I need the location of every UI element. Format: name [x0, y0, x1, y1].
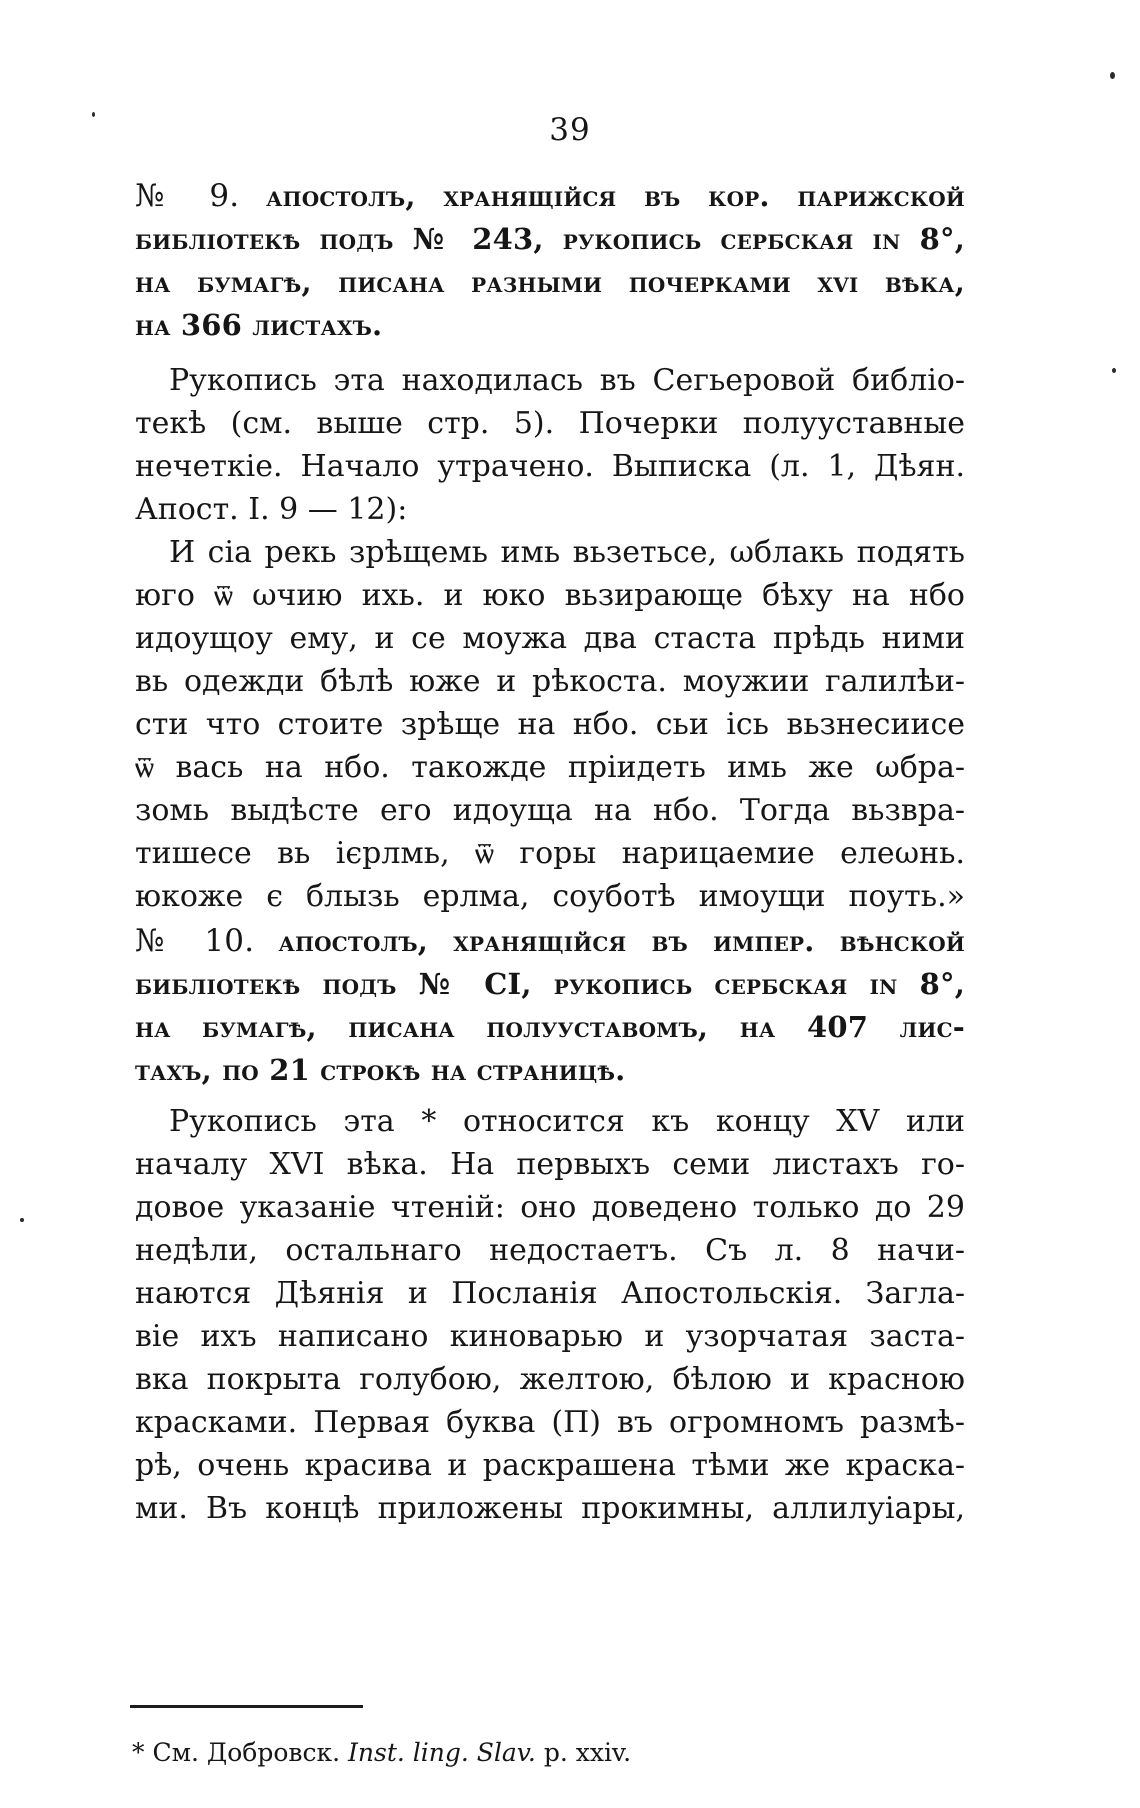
heading-line: № 9. апостолъ, хранящійся въ кор. парижской: [135, 178, 965, 214]
body-line: Рукопись эта * относится къ концу XV или: [169, 1104, 965, 1139]
scan-speck: [1112, 368, 1116, 373]
heading-line: на 366 листахъ.: [135, 308, 383, 342]
quote-line: зомь выдѣсте его идоуща на нбо. Тогда вьзвра-: [135, 793, 965, 828]
body-line: ми. Въ концѣ приложены прокимны, аллилуіары,: [135, 1491, 965, 1526]
body-line: красками. Первая буква (П) въ огромномъ размѣ-: [135, 1405, 965, 1440]
quote-line: сти что стоите зрѣще на нбо. сьи ісь вьзнесиисе: [135, 707, 965, 742]
body-line: недѣли, остальнаго недостаетъ. Съ л. 8 начи-: [135, 1233, 965, 1268]
body-line: нечеткіе. Начало утрачено. Выписка (л. 1, Дѣян.: [135, 449, 965, 484]
page-number: 39: [549, 112, 591, 148]
heading-line: библіотекѣ подъ № CI, рукопись сербская in 8°,: [135, 967, 965, 1001]
quote-line: идоущоу ему, и се моужа два стаста прѣдь ними: [135, 621, 965, 656]
quote-line: вь одежди бѣлѣ юже и рѣкоста. моужии галилѣи-: [135, 664, 965, 699]
entry-9-heading: [135, 175, 965, 347]
body-line: Рукопись эта находилась въ Сегьеровой библіо-: [169, 363, 965, 398]
heading-line: № 10. апостолъ, хранящійся въ импер. вѣнской: [135, 923, 965, 959]
body-line: Апост. I. 9 — 12):: [135, 492, 408, 527]
body-line: рѣ, очень красива и раскрашена тѣми же краска-: [135, 1448, 965, 1483]
footnote: [132, 1735, 932, 1771]
heading-line: тахъ, по 21 строкѣ на страницѣ.: [135, 1053, 626, 1087]
quote-line: юкоже є блызь ерлма, соуботѣ имоущи поуть.»: [135, 879, 965, 914]
footnote-text: См. Добровск.: [152, 1738, 341, 1767]
heading-line: на бумагѣ, писана полууставомъ, на 407 лис-: [135, 1010, 965, 1044]
quote-line: тишесе вь ієрлмь, ѿ горы нарицаемие елеωнь.: [135, 836, 965, 871]
body-line: наются Дѣянія и Посланія Апостольскія. Загла-: [135, 1276, 965, 1311]
entry-9-body: [135, 359, 965, 918]
footnote-page: p. xxiv.: [543, 1738, 632, 1767]
heading-line: на бумагѣ, писана разными почерками xvi вѣка,: [135, 265, 965, 299]
quote-line: ѿ вась на нбо. такожде пріидеть имь же ωбра-: [135, 750, 965, 785]
footnote-citation: Inst. ling. Slav.: [348, 1738, 536, 1767]
entry-10-body: [135, 1100, 965, 1530]
entry-10-heading: [135, 920, 965, 1092]
footnote-rule: [130, 1705, 363, 1708]
footnote-marker: *: [132, 1738, 145, 1767]
body-line: віе ихъ написано киноварью и узорчатая заста-: [135, 1319, 965, 1354]
scan-speck: [1110, 72, 1115, 79]
scan-speck: [92, 112, 95, 117]
heading-line: библіотекѣ подъ № 243, рукопись сербская in 8°,: [135, 222, 965, 256]
scan-speck: [20, 1218, 24, 1222]
quote-line: юго ѿ ωчию ихь. и юко вьзирающе бѣху на нбо: [135, 578, 965, 613]
body-line: текѣ (см. выше стр. 5). Почерки полууставные: [135, 406, 965, 441]
quote-line: И сіа рекь зрѣщемь имь вьзетьсе, ωблакь подять: [169, 535, 965, 570]
body-line: началу XVI вѣка. На первыхъ семи листахъ го-: [135, 1147, 965, 1182]
body-line: довое указаніе чтеній: оно доведено только до 29: [135, 1190, 965, 1225]
body-line: вка покрыта голубою, желтою, бѣлою и красною: [135, 1362, 965, 1397]
